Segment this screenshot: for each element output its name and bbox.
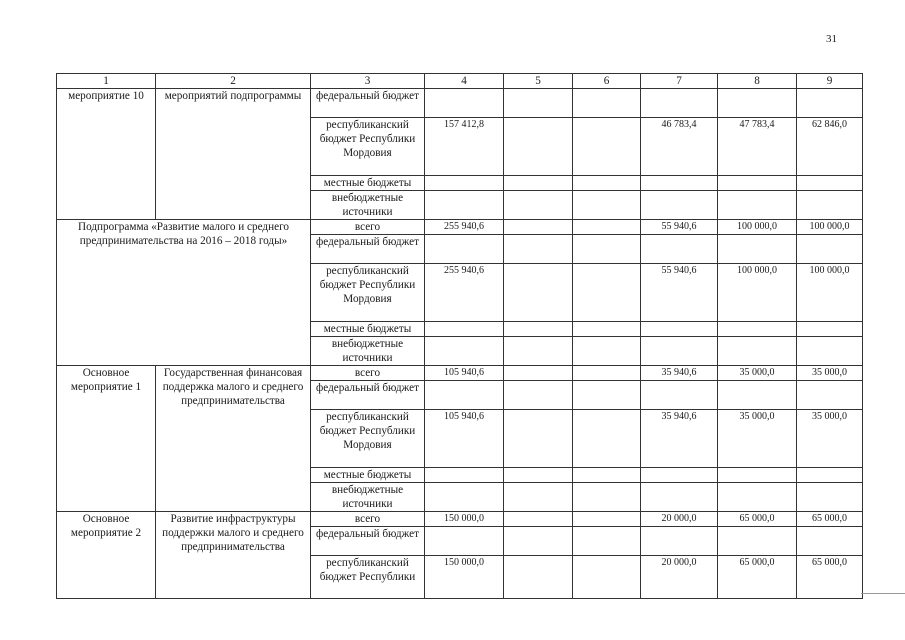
- cell-value: 65 000,0: [718, 556, 797, 599]
- col-header-9: 9: [797, 74, 863, 89]
- col-header-2: 2: [156, 74, 311, 89]
- main-event-1-description: Государственная финансовая поддержка малого и среднего предпринимательства: [156, 366, 311, 512]
- header-row: [57, 74, 863, 89]
- source-nonbudget: внебюджетные источники: [311, 483, 425, 512]
- event-10-name: мероприятие 10: [57, 89, 156, 220]
- cell-value: 157 412,8: [425, 118, 504, 176]
- event-10-description: мероприятий подпрограммы: [156, 89, 311, 220]
- cell-value: 255 940,6: [425, 220, 504, 235]
- source-total: всего: [311, 512, 425, 527]
- table-row: [57, 89, 863, 118]
- main-event-2-description: Развитие инфраструктуры поддержки малого и среднего предпринимательства: [156, 512, 311, 599]
- subprogram-title: Подпрограмма «Развитие малого и среднего предпринимательства на 2016 – 2018 годы»: [57, 220, 311, 366]
- table-row: [57, 366, 863, 381]
- cell-value: 35 000,0: [718, 366, 797, 381]
- cell-value: 150 000,0: [425, 512, 504, 527]
- source-federal: федеральный бюджет: [311, 381, 425, 410]
- budget-table: [56, 73, 863, 599]
- cell-value: 35 000,0: [718, 410, 797, 468]
- cell-value: 20 000,0: [641, 512, 718, 527]
- col-header-1: 1: [57, 74, 156, 89]
- cell-value: 62 846,0: [797, 118, 863, 176]
- table-row: [57, 220, 863, 235]
- cell-value: 105 940,6: [425, 366, 504, 381]
- cell-value: 55 940,6: [641, 264, 718, 322]
- cell-value: 65 000,0: [718, 512, 797, 527]
- main-event-1-name: Основное мероприятие 1: [57, 366, 156, 512]
- cell-value: 20 000,0: [641, 556, 718, 599]
- source-republic: республиканский бюджет Республики: [311, 556, 425, 599]
- cell-value: 255 940,6: [425, 264, 504, 322]
- scan-edge-line: [861, 593, 905, 594]
- cell-value: 100 000,0: [797, 220, 863, 235]
- table-row: [57, 512, 863, 527]
- cell-value: 100 000,0: [718, 264, 797, 322]
- col-header-8: 8: [718, 74, 797, 89]
- source-total: всего: [311, 366, 425, 381]
- col-header-6: 6: [573, 74, 641, 89]
- col-header-5: 5: [504, 74, 573, 89]
- cell-value: 35 000,0: [797, 366, 863, 381]
- source-federal: федеральный бюджет: [311, 527, 425, 556]
- cell-value: 35 940,6: [641, 366, 718, 381]
- cell-value: 65 000,0: [797, 512, 863, 527]
- cell-value: 150 000,0: [425, 556, 504, 599]
- cell-value: 35 000,0: [797, 410, 863, 468]
- cell-value: 105 940,6: [425, 410, 504, 468]
- cell-value: 46 783,4: [641, 118, 718, 176]
- source-republic: республиканский бюджет Республики Мордовия: [311, 118, 425, 176]
- cell-value: 47 783,4: [718, 118, 797, 176]
- main-event-2-name: Основное мероприятие 2: [57, 512, 156, 599]
- cell-value: 100 000,0: [797, 264, 863, 322]
- source-republic: республиканский бюджет Республики Мордовия: [311, 410, 425, 468]
- cell-value: 35 940,6: [641, 410, 718, 468]
- source-total: всего: [311, 220, 425, 235]
- cell-value: 55 940,6: [641, 220, 718, 235]
- source-nonbudget: внебюджетные источники: [311, 337, 425, 366]
- cell-value: 100 000,0: [718, 220, 797, 235]
- source-local: местные бюджеты: [311, 322, 425, 337]
- cell-value: 65 000,0: [797, 556, 863, 599]
- col-header-4: 4: [425, 74, 504, 89]
- page-number: 31: [826, 33, 837, 45]
- source-federal: федеральный бюджет: [311, 89, 425, 118]
- source-local: местные бюджеты: [311, 468, 425, 483]
- col-header-3: 3: [311, 74, 425, 89]
- source-federal: федеральный бюджет: [311, 235, 425, 264]
- source-local: местные бюджеты: [311, 176, 425, 191]
- source-republic: республиканский бюджет Республики Мордовия: [311, 264, 425, 322]
- col-header-7: 7: [641, 74, 718, 89]
- source-nonbudget: внебюджетные источники: [311, 191, 425, 220]
